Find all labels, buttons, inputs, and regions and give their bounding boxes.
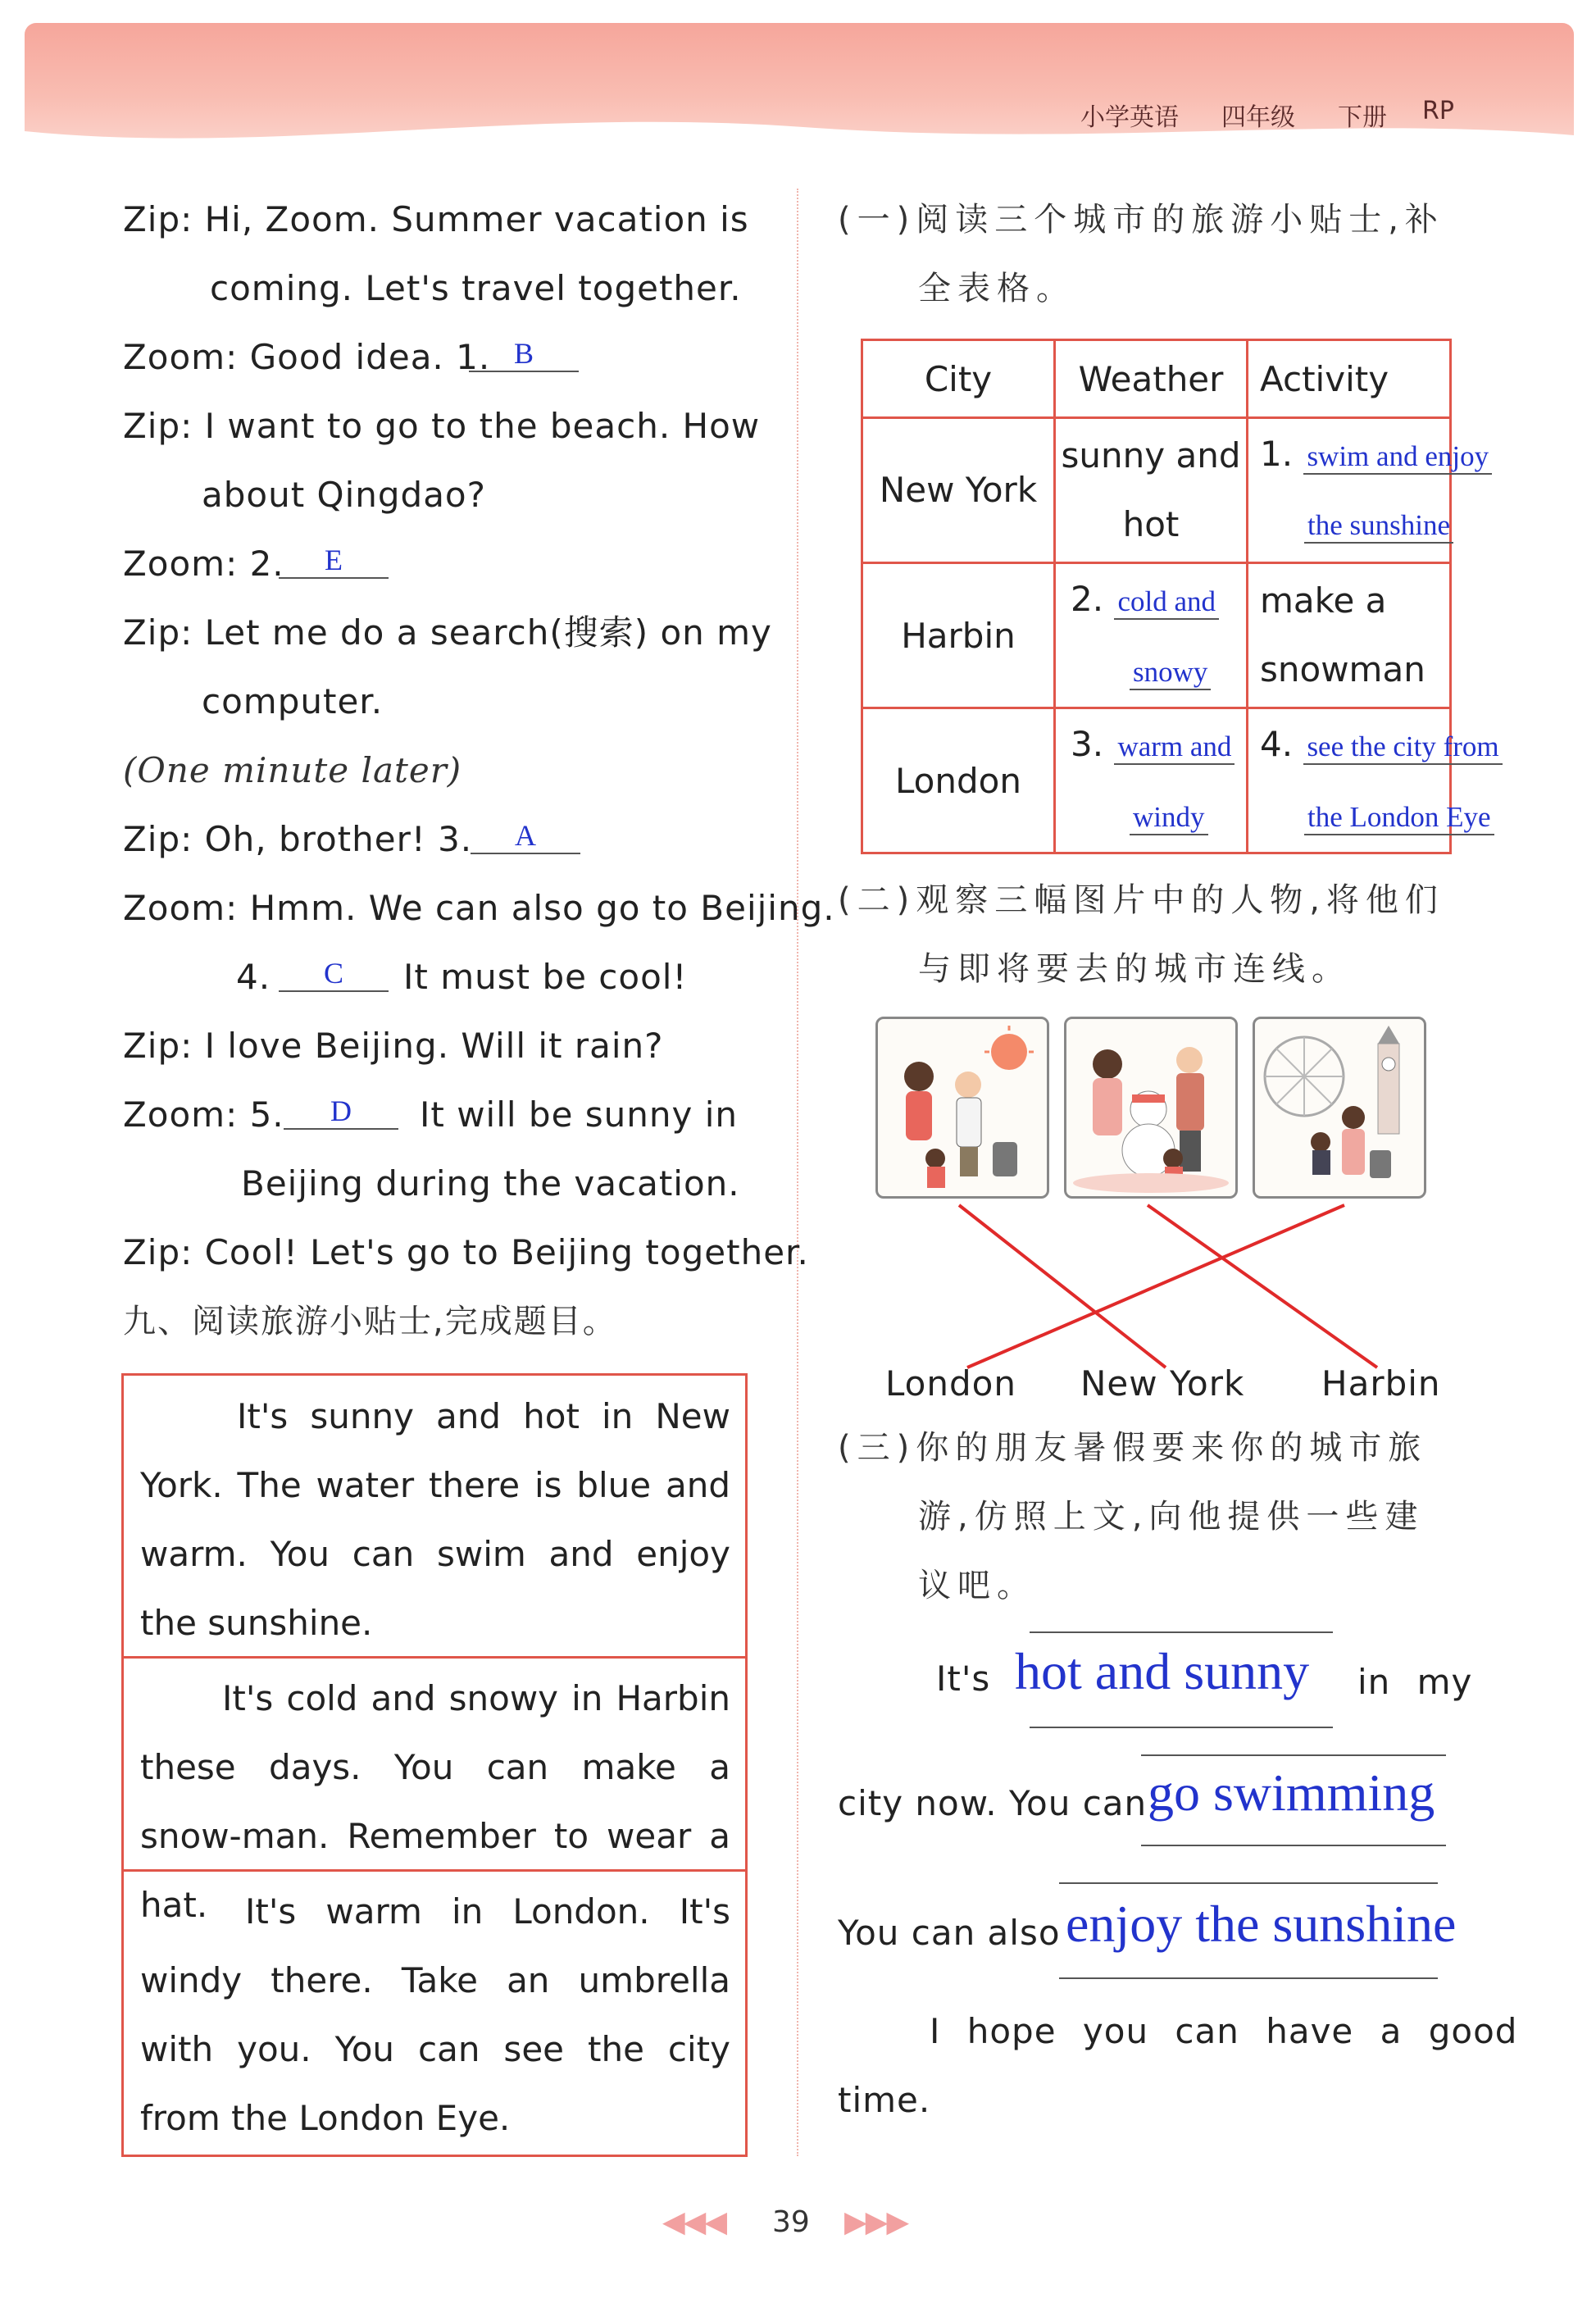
dialogue-line-7: Zip: Let me do a search(搜索) on my bbox=[123, 612, 772, 653]
header-edition: RP bbox=[1422, 97, 1454, 125]
part2-instruction-2: 与即将要去的城市连线。 bbox=[918, 950, 1351, 988]
dialogue-line-8: computer. bbox=[202, 681, 384, 721]
text-its: It's bbox=[936, 1659, 991, 1699]
table-row bbox=[862, 708, 1451, 853]
cell-activity-newyork bbox=[1248, 418, 1489, 563]
activity-answer-1a: swim and enjoy bbox=[1303, 440, 1492, 475]
text-in-my: in my bbox=[1357, 1662, 1473, 1702]
travel-tips-box bbox=[121, 1373, 748, 2157]
header-subject: 小学英语 bbox=[1080, 103, 1179, 132]
dialogue-line-18: Zip: Cool! Let's go to Beijing together. bbox=[123, 1232, 809, 1272]
writing-line-1 bbox=[1030, 1727, 1333, 1728]
part3-instruction-3: 议吧。 bbox=[918, 1567, 1036, 1604]
table-header-weather: Weather bbox=[1055, 340, 1248, 418]
city-label-london: London bbox=[885, 1363, 1016, 1404]
writing-line-2-top bbox=[1141, 1754, 1446, 1756]
matching-lines bbox=[853, 1197, 1426, 1386]
answer-5: D bbox=[284, 1094, 398, 1130]
activity-answer-1b: the sunshine bbox=[1304, 509, 1453, 544]
dialogue-line-11: Zoom: Hmm. We can also go to Beijing. bbox=[123, 888, 835, 928]
picture-london-eye bbox=[1253, 1017, 1426, 1199]
writing-line-2 bbox=[1141, 1845, 1446, 1846]
cell-activity-harbin: make a snowman bbox=[1248, 563, 1451, 708]
part3-instruction-2: 游,仿照上文,向他提供一些建 bbox=[918, 1498, 1425, 1536]
dialogue-line-5: about Qingdao? bbox=[202, 475, 486, 515]
cell-city-harbin: Harbin bbox=[862, 563, 1055, 708]
text-you-can-also: You can also bbox=[838, 1913, 1061, 1953]
text-hope: I hope you can have a good bbox=[930, 2011, 1518, 2051]
cell-weather-harbin bbox=[1055, 563, 1248, 708]
dialogue-line-15: Zoom: 5. bbox=[123, 1094, 284, 1135]
writing-line-3-top bbox=[1059, 1882, 1438, 1884]
answer-4: C bbox=[279, 956, 389, 992]
part2-instruction-1: (二)观察三幅图片中的人物,将他们 bbox=[838, 881, 1444, 919]
dialogue-line-2: coming. Let's travel together. bbox=[210, 268, 742, 308]
weather-number-3: 3. bbox=[1071, 724, 1104, 764]
cell-weather-newyork: sunny and hot bbox=[1055, 418, 1248, 563]
weather-answer-2a: cold and bbox=[1114, 585, 1219, 620]
dialogue-line-17: Beijing during the vacation. bbox=[241, 1163, 740, 1204]
tips-table bbox=[861, 339, 1499, 854]
tips-divider-1 bbox=[124, 1656, 745, 1659]
part1-instruction-1: (一)阅读三个城市的旅游小贴士,补 bbox=[838, 201, 1444, 239]
answer-3: A bbox=[471, 818, 580, 854]
answer-1: B bbox=[469, 336, 579, 372]
activity-answer-4a: see the city from bbox=[1303, 730, 1502, 765]
cell-city-newyork: New York bbox=[862, 418, 1055, 563]
part3-instruction-1: (三)你的朋友暑假要来你的城市旅 bbox=[838, 1429, 1428, 1467]
page-number: 39 bbox=[772, 2205, 810, 2239]
dialogue-line-6: Zoom: 2. bbox=[123, 544, 284, 584]
footer-right-arrows: ▶▶▶ bbox=[844, 2205, 908, 2239]
city-label-harbin: Harbin bbox=[1321, 1363, 1441, 1404]
activity-number-1: 1. bbox=[1260, 434, 1294, 474]
weather-answer-3a: warm and bbox=[1114, 730, 1235, 765]
picture-beach-travelers bbox=[875, 1017, 1049, 1199]
cell-city-london: London bbox=[862, 708, 1055, 853]
header-volume: 下册 bbox=[1338, 103, 1387, 132]
footer-left-arrows: ◀◀◀ bbox=[662, 2205, 726, 2239]
activity-answer-4b: the London Eye bbox=[1304, 801, 1494, 835]
writing-line-top bbox=[1030, 1631, 1333, 1633]
city-label-newyork: New York bbox=[1080, 1363, 1245, 1404]
weather-number-2: 2. bbox=[1071, 579, 1104, 619]
dialogue-line-9: (One minute later) bbox=[123, 750, 462, 790]
dialogue-line-10: Zip: Oh, brother! 3. bbox=[123, 819, 473, 859]
answer-weather: hot and sunny bbox=[1015, 1642, 1310, 1700]
table-row bbox=[862, 563, 1451, 708]
text-time: time. bbox=[838, 2080, 931, 2120]
header-grade: 四年级 bbox=[1221, 103, 1295, 132]
cell-activity-london bbox=[1248, 708, 1499, 853]
part1-instruction-2: 全表格。 bbox=[918, 270, 1075, 307]
answer-activity-2: enjoy the sunshine bbox=[1066, 1895, 1457, 1953]
weather-answer-2b: snowy bbox=[1130, 656, 1211, 690]
column-divider bbox=[797, 189, 798, 2156]
answer-2: E bbox=[279, 543, 389, 579]
dialogue-line-1: Zip: Hi, Zoom. Summer vacation is bbox=[123, 199, 749, 239]
activity-number-4: 4. bbox=[1260, 724, 1294, 764]
dialogue-line-12: 4. bbox=[236, 957, 271, 997]
dialogue-line-13: It must be cool! bbox=[403, 957, 688, 997]
dialogue-line-4: Zip: I want to go to the beach. How bbox=[123, 406, 761, 446]
tip-london: It's warm in London. It's windy there. Take an umbrella with you. You can see the city from the London Eye. bbox=[140, 1891, 730, 2138]
dialogue-line-14: Zip: I love Beijing. Will it rain? bbox=[123, 1026, 664, 1066]
dialogue-line-16: It will be sunny in bbox=[420, 1094, 738, 1135]
dialogue-line-3: Zoom: Good idea. 1. bbox=[123, 337, 491, 377]
table-header-activity: Activity bbox=[1248, 340, 1451, 418]
picture-snowman bbox=[1064, 1017, 1238, 1199]
section-9-title: 九、阅读旅游小贴士,完成题目。 bbox=[123, 1303, 617, 1340]
table-header-city: City bbox=[862, 340, 1055, 418]
writing-line-3 bbox=[1059, 1977, 1438, 1979]
tips-divider-2 bbox=[124, 1869, 745, 1872]
table-row bbox=[862, 418, 1451, 563]
text-city-now: city now. You can bbox=[838, 1783, 1148, 1823]
cell-weather-london bbox=[1055, 708, 1248, 853]
answer-activity-1: go swimming bbox=[1148, 1763, 1435, 1822]
weather-answer-3b: windy bbox=[1130, 801, 1208, 835]
tip-harbin: It's cold and snowy in Harbin these days. You can make a snow-man. Remember to wear a hat. bbox=[140, 1678, 730, 1925]
tip-new-york: It's sunny and hot in New York. The water there is blue and warm. You can swim and enjoy the sunshine. bbox=[140, 1396, 730, 1643]
